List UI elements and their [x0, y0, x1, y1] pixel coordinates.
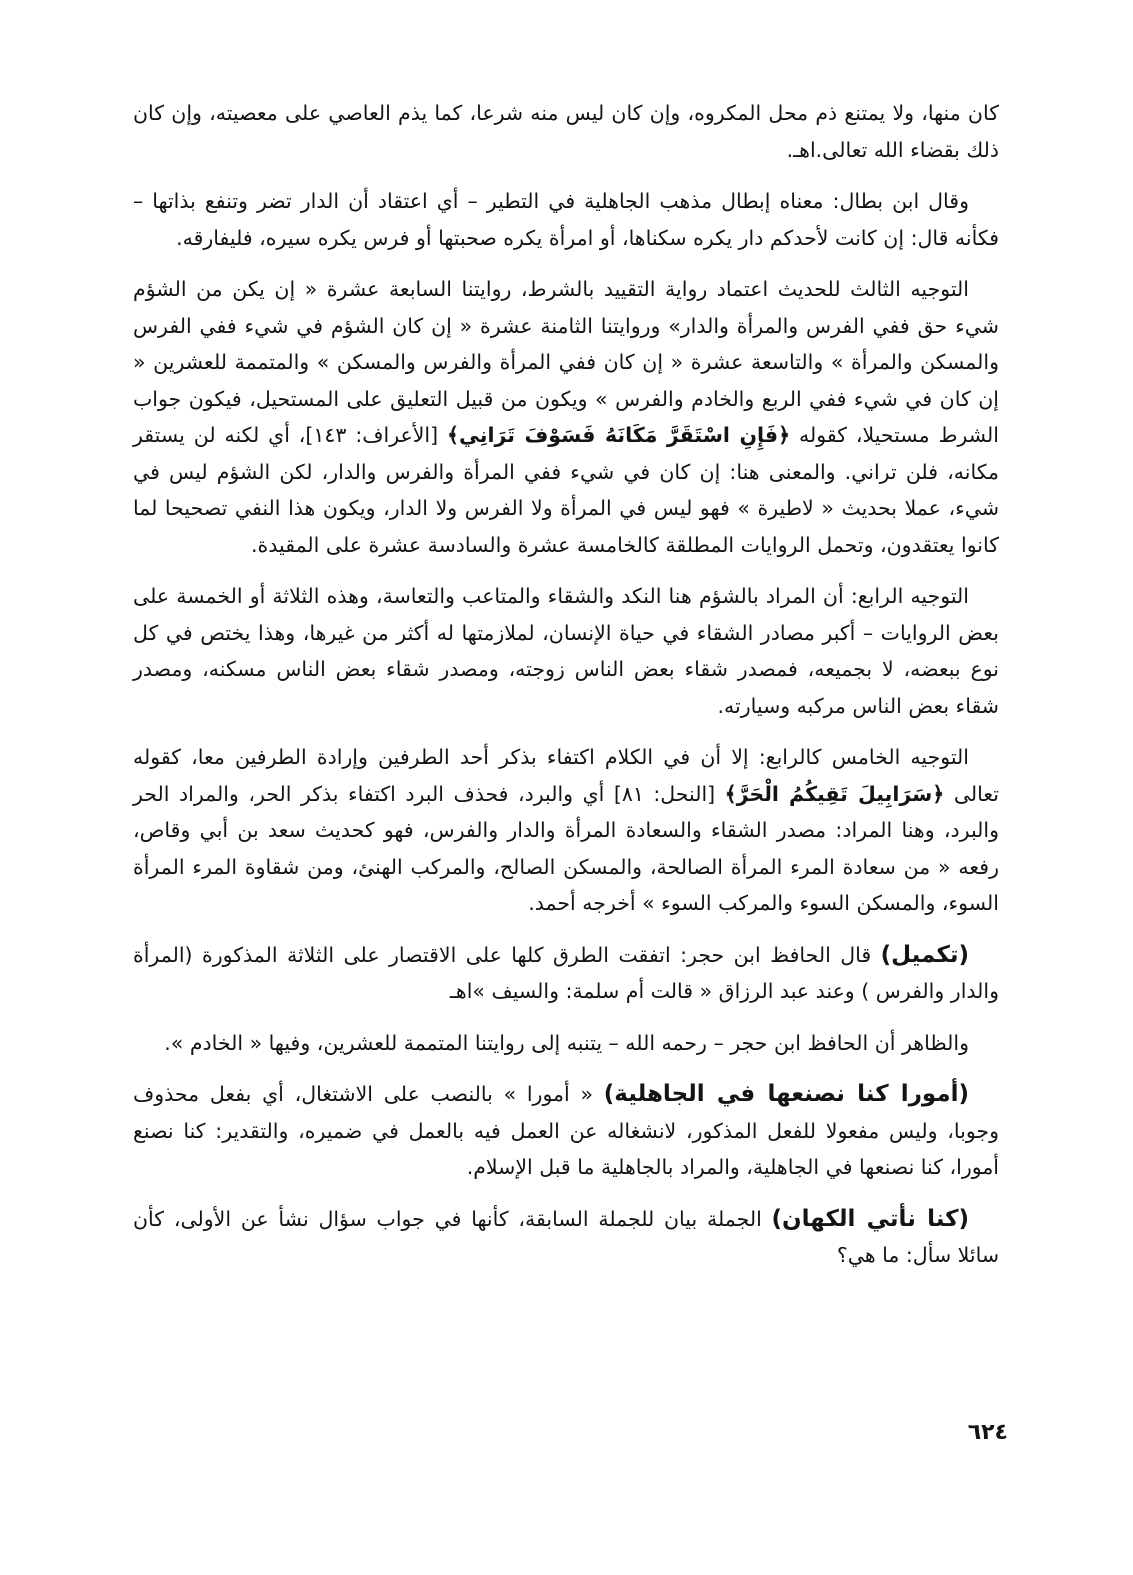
page-number: ٦٢٤: [967, 1420, 1008, 1445]
paragraph-4: التوجيه الرابع: أن المراد بالشؤم هنا النكد والشقاء والمتاعب والتعاسة، وهذه الثلاثة أو الخمسة على بعض الروايات – أكبر مصادر الشقاء في حياة الإنسان، لملازمتها له أكثر من غيرها، وهذا يختص في كل نوع ببعضه، لا بجميعه، فمصدر شقاء بعض الناس زوجته، ومصدر شقاء بعض الناس مسكنه، ومصدر شقاء بعض الناس مركبه وسيارته.: [133, 584, 999, 718]
paragraph-5-text-a: التوجيه الخامس كالرابع: إلا أن في الكلام اكتفاء بذكر أحد الطرفين وإرادة الطرفين معا، كقوله تعالى: [133, 745, 1000, 806]
quran-verse-nahl: ﴿سَرَابِيلَ تَقِيكُمُ الْحَرَّ﴾: [724, 781, 945, 806]
paragraph-3-text-b: [الأعراف: ١٤٣]، أي لكنه لن يستقر مكانه، فلن تراني. والمعنى هنا: إن كان في شيء ففي المرأة والفرس والدار، لكن الشؤم ليس في شيء، عملا بحديث « لاطيرة » فهو ليس في المرأة ولا الفرس ولا الدار، ويكون هذا النفي تصحيحا لما كانوا يعتقدون، وتحمل الروايات المطلقة كالخامسة عشرة والسادسة عشرة على المقيدة.: [133, 423, 999, 557]
paragraph-1: كان منها، ولا يمتنع ذم محل المكروه، وإن كان ليس منه شرعا، كما يذم العاصي على معصيته، وإن كان ذلك بقضاء الله تعالى.اهـ.: [133, 101, 999, 162]
paragraph-9-text: الجملة بيان للجملة السابقة، كأنها في جواب سؤال نشأ عن الأولى، كأن سائلا سأل: ما هي؟: [133, 1206, 999, 1267]
page-body: [133, 95, 999, 1535]
section-heading-kuhhan: (كنا نأتي الكهان): [771, 1205, 969, 1232]
paragraph-5: [133, 739, 999, 922]
quran-verse-araf: ﴿فَإِنِ اسْتَقَرَّ مَكَانَهُ فَسَوْفَ تَرَانِي﴾: [447, 423, 791, 447]
paragraph-3-text-a: التوجيه الثالث للحديث اعتماد رواية التقييد بالشرط، روايتنا السابعة عشرة « إن يكن من الشؤم شيء حق ففي الفرس والمرأة والدار» وروايتنا الثامنة عشرة « إن كان الشؤم في شيء ففي الفرس والمسكن والمرأة » والتاسعة عشرة « إن كان ففي المرأة والفرس والمسكن » والمتممة للعشرين « إن كان في شيء ففي الربع والخادم والفرس » ويكون من قبيل التعليق على المستحيل، فيكون جواب الشرط مستحيلا، كقوله: [133, 277, 999, 447]
paragraph-6-text: قال الحافظ ابن حجر: اتفقت الطرق كلها على الاقتصار على الثلاثة المذكورة (المرأة والدار والفرس ) وعند عبد الرزاق « قالت أم سلمة: والسيف »اهـ: [133, 942, 999, 1003]
paragraph-3: [133, 271, 999, 563]
paragraph-5-text-b: [النحل: ٨١] أي والبرد، فحذف البرد اكتفاء بذكر الحر، والمراد الحر والبرد، وهنا المراد: مصدر الشقاء والسعادة المرأة والدار والفرس، فهو كحديث سعد بن أبي وقاص، رفعه « من سعادة المرء المرأة الصالحة، والمسكن الصالح، والمركب الهنئ، ومن شقاوة المرء المرأة السوء، والمسكن السوء والمركب السوء » أخرجه أحمد.: [133, 781, 999, 915]
paragraph-2: وقال ابن بطال: معناه إبطال مذهب الجاهلية في التطير – أي اعتقاد أن الدار تضر وتنفع بذاتها – فكأنه قال: إن كانت لأحدكم دار يكره سكناها، أو امرأة يكره صحبتها أو فرس يكره سيره، فليفارقه.: [133, 189, 999, 250]
paragraph-9: [133, 1201, 999, 1274]
paragraph-7: والظاهر أن الحافظ ابن حجر – رحمه الله – يتنبه إلى روايتنا المتممة للعشرين، وفيها « الخادم ».: [164, 1030, 969, 1055]
section-heading-jahiliyya: (أمورا كنا نصنعها في الجاهلية): [603, 1081, 969, 1107]
paragraph-8: [133, 1076, 999, 1186]
section-heading-takmil: (تكميل): [880, 941, 969, 968]
paragraph-8-text: « أمورا » بالنصب على الاشتغال، أي بفعل محذوف وجوبا، وليس مفعولا للفعل المذكور، لانشغاله عن العمل فيه بالعمل في ضميره، والتقدير: كنا نصنع أمورا، كنا نصنعها في الجاهلية، والمراد بالجاهلية ما قبل الإسلام.: [133, 1082, 999, 1179]
paragraph-6: [133, 937, 999, 1010]
